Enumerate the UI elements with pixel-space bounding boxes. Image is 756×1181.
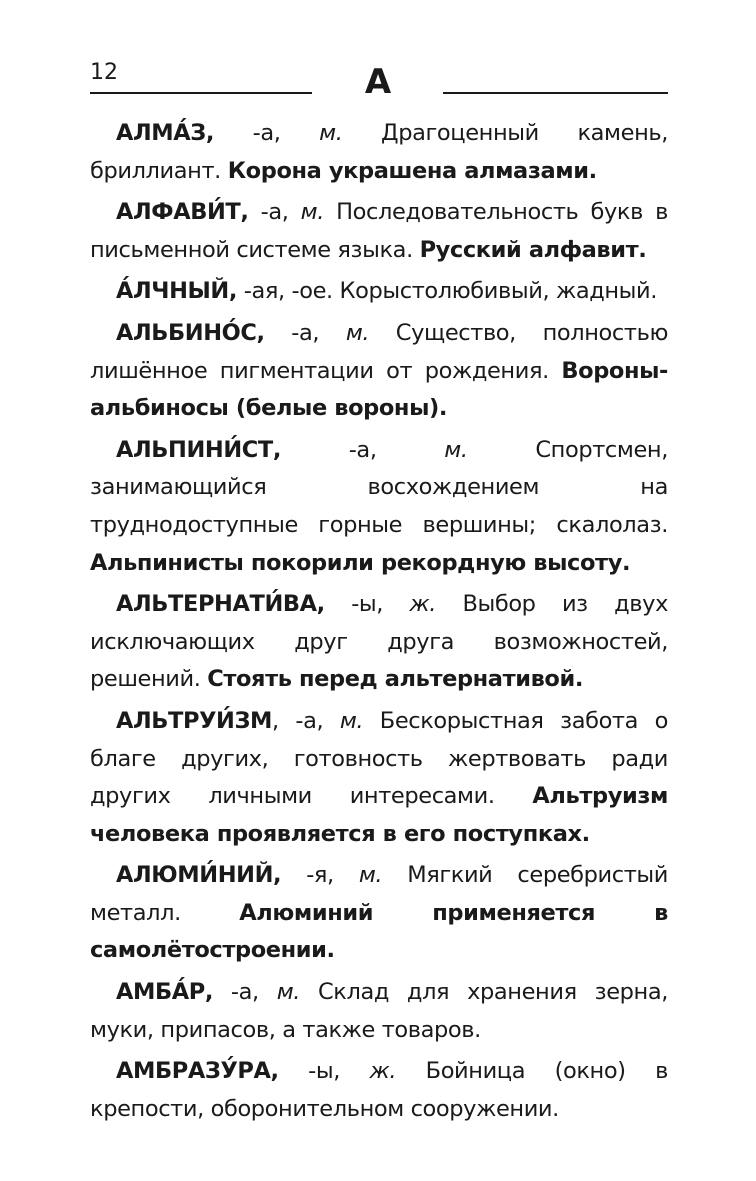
entry-example: Стоять перед альтернативой. <box>207 666 583 693</box>
entry-gender: м. <box>300 199 324 226</box>
entry-gender: ж. <box>409 591 437 618</box>
entry-definition: Бойница (окно) в крепости, оборонительном сооружении. <box>90 1058 668 1122</box>
entry-gender: м. <box>319 120 343 146</box>
entry-gender: м. <box>276 979 301 1006</box>
entry-headword: А́ЛЧНЫЙ, <box>116 278 238 305</box>
entry-headword: АЛЬТЕРНАТИ́ВА, <box>116 591 325 618</box>
entry-headword: АЛЬТРУИ́ЗМ <box>116 707 273 734</box>
entry-gender: м. <box>444 436 468 463</box>
dictionary-entries <box>90 115 668 1132</box>
entry-gender: м. <box>358 862 383 889</box>
entry-definition: Склад для хранения зерна, муки, припасов, а также товаров. <box>90 979 668 1043</box>
entry-forms: -а, <box>214 120 320 146</box>
entry-alternativa <box>90 586 668 699</box>
page-number: 12 <box>90 60 118 85</box>
entry-definition: Драгоценный камень, бриллиант. <box>90 120 668 184</box>
entry-forms: -ы, <box>324 591 410 618</box>
entry-alchny <box>90 273 668 311</box>
entry-gender: ж. <box>369 1058 397 1085</box>
entry-alfavit <box>90 194 668 269</box>
entry-example: Алюминий применяется в самолётостроении. <box>90 899 668 964</box>
entry-forms: -ая, -ое. <box>237 278 333 305</box>
entry-headword: АЛЮМИ́НИЙ, <box>116 862 282 889</box>
entry-example: Альпинисты покорили рекордную высоту. <box>90 549 631 576</box>
entry-headword: АМБРАЗУ́РА, <box>116 1058 279 1085</box>
entry-altruizm <box>90 703 668 853</box>
entry-headword: АЛЬПИНИ́СТ, <box>116 436 281 463</box>
entry-forms: -а, <box>213 979 277 1006</box>
entry-forms: -а, <box>264 319 346 346</box>
entry-example: Корона украшена алмазами. <box>227 157 597 184</box>
entry-forms: -а, <box>280 436 445 463</box>
entry-almaz <box>90 115 668 190</box>
entry-definition: Корыстолюбивый, жадный. <box>332 278 658 305</box>
header-rule-left <box>90 92 312 94</box>
entry-ambar <box>90 974 668 1049</box>
entry-albinos <box>90 315 668 428</box>
header-rule-right <box>443 92 668 94</box>
entry-definition: Мягкий серебристый металл. <box>90 862 668 926</box>
entry-forms: -а, <box>248 199 301 226</box>
entry-definition: Существо, полностью лишённое пигментации от рождения. <box>90 319 668 384</box>
entry-forms: -ы, <box>278 1058 370 1085</box>
entry-example: Альтруизм человека проявляется в его поступках. <box>90 783 668 847</box>
entry-example: Русский алфавит. <box>419 236 647 263</box>
section-letter: А <box>364 62 392 102</box>
entry-headword: АЛФАВИ́Т, <box>116 199 249 226</box>
entry-definition: Бескорыстная забота о благе других, готовность жертвовать ради других личными интересами. <box>90 707 668 810</box>
entry-gender: м. <box>339 707 364 734</box>
entry-definition: Последовательность букв в письменной системе языка. <box>90 199 668 263</box>
entry-definition: Спортсмен, занимающийся восхождением на труднодоступные горные вершины; скалолаз. <box>90 436 668 538</box>
entry-headword: АЛМА́З, <box>116 120 215 146</box>
entry-headword: АМБА́Р, <box>116 979 214 1006</box>
entry-ambrazura <box>90 1053 668 1128</box>
entry-definition: Выбор из двух исключающих друг друга возможностей, решений. <box>90 591 668 693</box>
entry-gender: м. <box>345 319 370 346</box>
entry-alpinist <box>90 432 668 582</box>
entry-forms: , -а, <box>272 707 340 734</box>
entry-headword: АЛЬБИНО́С, <box>116 319 265 346</box>
entry-example: Вороны-альбиносы (белые вороны). <box>90 357 668 422</box>
entry-forms: -я, <box>281 862 359 889</box>
entry-alyuminiy <box>90 857 668 970</box>
